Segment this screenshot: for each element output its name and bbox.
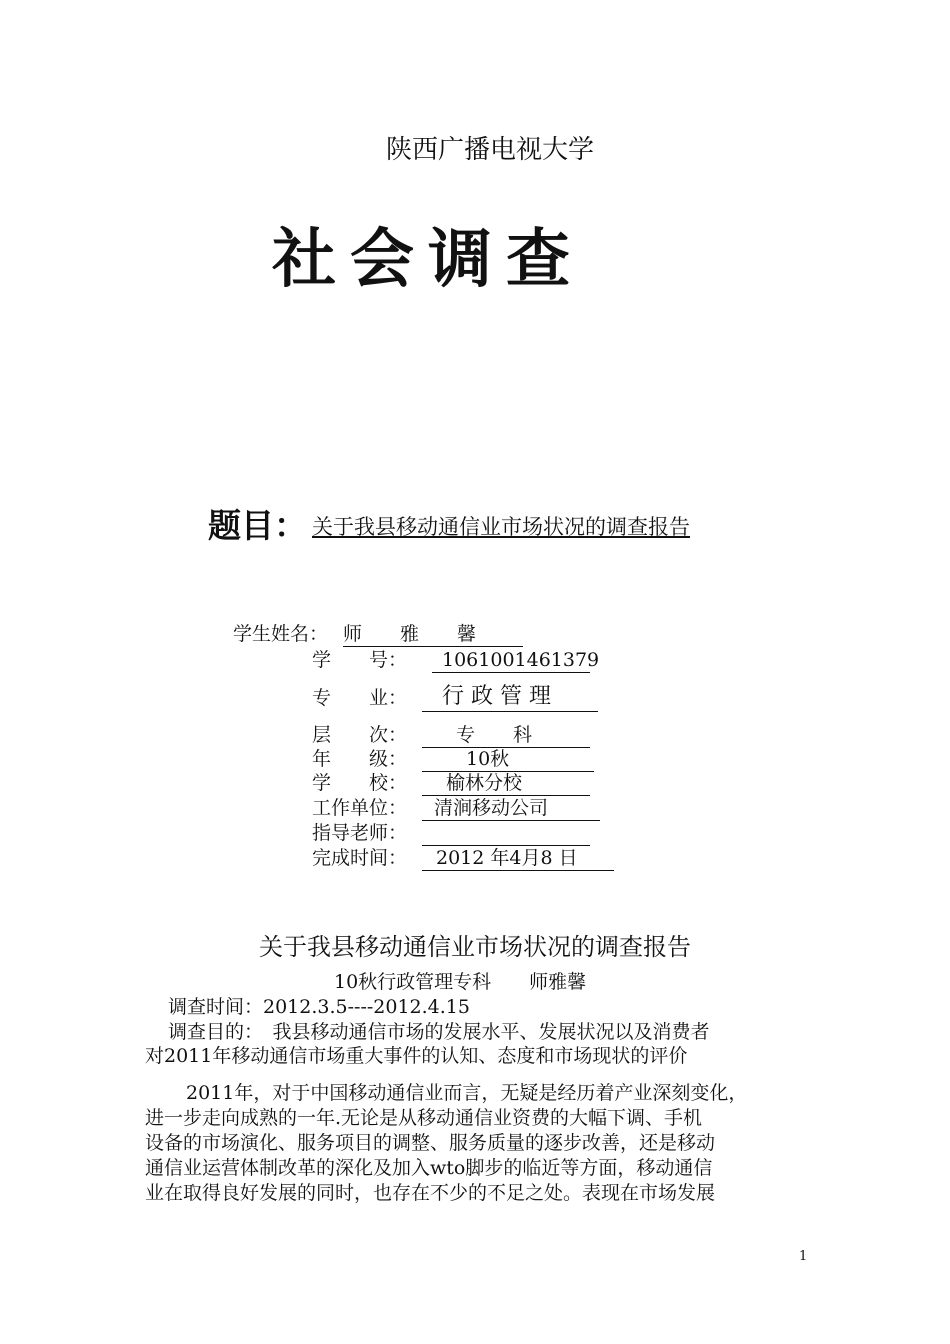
field-label-date: 完成时间：	[312, 847, 408, 869]
field-value-workplace: 清涧移动公司	[422, 796, 600, 821]
survey-purpose-line-1: 调查目的： 我县移动通信市场的发展水平、发展状况以及消费者	[168, 1021, 710, 1043]
field-label-school: 学 校：	[312, 772, 408, 794]
field-label-id: 学 号：	[312, 649, 408, 671]
survey-time: 调查时间：2012.3.5----2012.4.15	[168, 996, 470, 1018]
field-value-major: 行 政 管 理	[422, 683, 598, 712]
field-label-advisor: 指导老师：	[312, 822, 408, 844]
paragraph-line: 进一步走向成熟的一年.无论是从移动通信业资费的大幅下调、手机	[145, 1107, 703, 1129]
field-value-level: 专 科	[422, 723, 590, 748]
report-author-line: 10秋行政管理专科 师雅馨	[334, 971, 587, 993]
field-value-school: 榆林分校	[422, 771, 590, 796]
field-value-date: 2012 年4月8 日	[422, 846, 614, 871]
field-label-grade: 年 级：	[312, 748, 408, 770]
field-label-name: 学生姓名：	[233, 623, 329, 645]
paragraph-line: 设备的市场演化、服务项目的调整、服务质量的逐步改善，还是移动	[145, 1132, 716, 1154]
paragraph-line: 业在取得良好发展的同时，也存在不少的不足之处。表现在市场发展	[145, 1182, 716, 1204]
field-value-grade: 10秋	[422, 747, 594, 772]
paragraph-line: 通信业运营体制改革的深化及加入wto脚步的临近等方面，移动通信	[145, 1157, 713, 1179]
field-label-workplace: 工作单位：	[312, 797, 408, 819]
field-value-id: 1061001461379	[432, 648, 590, 673]
field-label-level: 层 次：	[312, 724, 408, 746]
field-label-major: 专 业：	[312, 687, 408, 709]
paragraph-line: 2011年，对于中国移动通信业而言，无疑是经历着产业深刻变化，	[186, 1082, 748, 1104]
topic-label: 题目：	[208, 506, 307, 545]
cover-title: 社会调查	[272, 223, 584, 297]
field-value-name: 师 雅 馨	[343, 622, 523, 647]
field-value-advisor	[422, 821, 590, 846]
page-number: 1	[799, 1249, 808, 1264]
topic-text: 关于我县移动通信业市场状况的调查报告	[312, 515, 690, 539]
university-name: 陕西广播电视大学	[385, 135, 594, 165]
survey-purpose-line-2: 对2011年移动通信市场重大事件的认知、态度和市场现状的评价	[145, 1045, 688, 1067]
report-title: 关于我县移动通信业市场状况的调查报告	[259, 933, 691, 961]
